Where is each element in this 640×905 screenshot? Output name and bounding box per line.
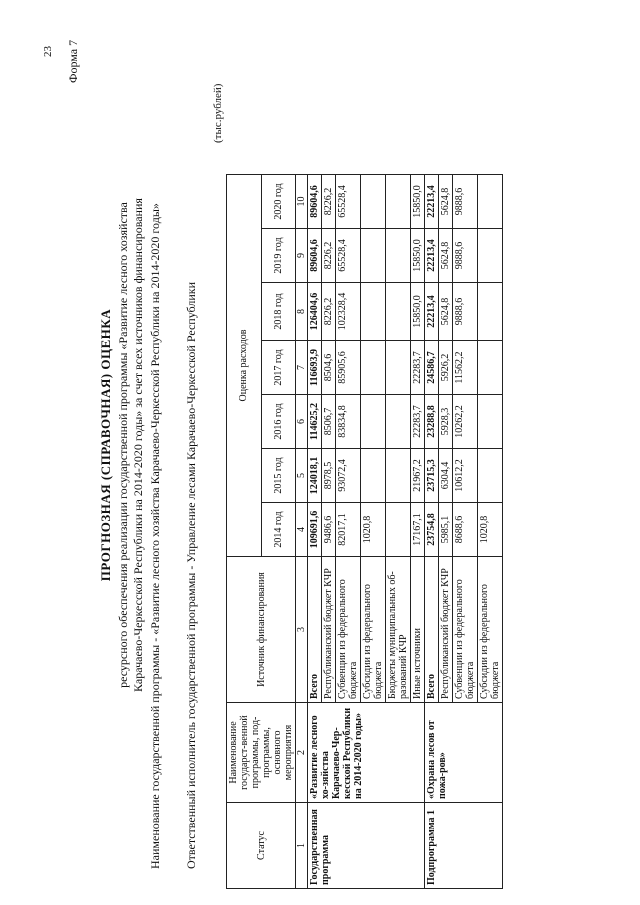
row-value: 10612,2 [453,449,478,503]
row-value [386,503,411,557]
row-value: 22213,4 [425,229,439,283]
row-source: Республиканский бюджет КЧР [439,557,453,703]
row-program-name: «Развитие лесного хо-зяйства Карачаево-Чер-кесской Республики на 2014-2020 годы» [308,703,425,803]
row-status: Государственная программа [308,803,425,889]
row-value: 15850,0 [411,283,425,341]
header-estimate: Оценка расходов [227,175,262,557]
header-source: Источник финансирования [227,557,296,703]
row-value: 22213,4 [425,175,439,229]
column-index: 5 [296,449,308,503]
row-value: 11562,2 [453,341,478,395]
row-source: Бюджеты муниципальных об-разований КЧР [386,557,411,703]
row-value [361,449,386,503]
row-value: 9888,6 [453,283,478,341]
header-year: 2014 год [261,503,296,557]
row-value [478,449,503,503]
column-index: 9 [296,229,308,283]
row-value [478,341,503,395]
row-value: 5926,2 [439,341,453,395]
executor-line: Ответственный исполнитель государственной программы - Управление лесами Карачаево-Черкесской Республики [184,281,198,869]
row-value [361,283,386,341]
row-value: 23288,8 [425,395,439,449]
row-value: 23754,8 [425,503,439,557]
row-value [478,395,503,449]
row-value [361,341,386,395]
row-source: Субсидии из федерального бюджета [361,557,386,703]
form-label: Форма 7 [66,39,80,83]
row-source: Субвенции из федерального бюджета [453,557,478,703]
row-value: 9888,6 [453,229,478,283]
row-value: 15850,0 [411,175,425,229]
row-value: 93072,4 [336,449,361,503]
header-year: 2015 год [261,449,296,503]
row-value: 15850,0 [411,229,425,283]
row-value: 21967,2 [411,449,425,503]
column-index: 8 [296,283,308,341]
row-value [386,341,411,395]
row-value: 116693,9 [308,341,322,395]
row-value: 85905,6 [336,341,361,395]
column-index: 4 [296,503,308,557]
header-year: 2016 год [261,395,296,449]
row-value: 82017,1 [336,503,361,557]
row-value: 8226,2 [322,283,336,341]
table-body [308,175,503,889]
row-value: 126404,6 [308,283,322,341]
program-name-line: Наименование государственной программы - «Развитие лесного хозяйства Карачаево-Черкесской Республики на 2014-2020 годы» [148,203,162,869]
row-value: 9888,6 [453,175,478,229]
subtitle-line-1: ресурсного обеспечения реализации государственной программы «Развитие лесного хозяйства [116,202,130,688]
row-value: 5928,3 [439,395,453,449]
row-status: Подпрограмма 1 [425,803,503,889]
row-source: Всего [425,557,439,703]
row-value [386,229,411,283]
header-year: 2019 год [261,229,296,283]
column-index: 6 [296,395,308,449]
page-number: 23 [42,46,54,57]
row-value: 22283,7 [411,341,425,395]
row-source: Республиканский бюджет КЧР [322,557,336,703]
row-value: 5624,8 [439,175,453,229]
column-index: 2 [296,703,308,803]
row-source: Иные источники [411,557,425,703]
column-index: 1 [296,803,308,889]
row-value [386,283,411,341]
row-program-name: «Охрана лесов от пожа-ров» [425,703,503,803]
document-subtitle [116,75,146,815]
row-value [361,175,386,229]
row-value: 24586,7 [425,341,439,395]
row-value: 89604,6 [308,175,322,229]
header-status: Статус [227,803,296,889]
resource-table [226,174,503,889]
table-row [425,175,439,889]
column-index: 7 [296,341,308,395]
row-value: 114625,2 [308,395,322,449]
row-value: 8688,6 [453,503,478,557]
row-value: 8504,6 [322,341,336,395]
row-value: 10262,2 [453,395,478,449]
table-row [308,175,322,889]
row-value [361,395,386,449]
header-name: Наименование государст-венной программы, под-программы, основного мероприятия [227,703,296,803]
row-value: 6304,4 [439,449,453,503]
row-value: 5624,8 [439,283,453,341]
row-source: Всего [308,557,322,703]
column-index-row [296,175,308,889]
units-label: (тыс.рублей) [212,83,224,143]
row-value: 102328,4 [336,283,361,341]
row-value [478,229,503,283]
subtitle-line-2: Карачаево-Черкесской Республики на 2014-2020 годы» за счет всех источников финансирования [131,198,145,692]
header-year: 2018 год [261,283,296,341]
row-value: 83834,8 [336,395,361,449]
row-value: 8226,2 [322,175,336,229]
row-value: 109691,6 [308,503,322,557]
row-value [478,175,503,229]
row-source: Субсидии из федерального бюджета [478,557,503,703]
row-value: 22213,4 [425,283,439,341]
row-value: 5624,8 [439,229,453,283]
row-value [386,449,411,503]
column-index: 3 [296,557,308,703]
row-value: 1020,8 [478,503,503,557]
row-source: Субвенции из федерального бюджета [336,557,361,703]
row-value [478,283,503,341]
row-value: 65528,4 [336,175,361,229]
row-value [386,175,411,229]
row-value: 8978,5 [322,449,336,503]
row-value: 8506,7 [322,395,336,449]
row-value: 124018,1 [308,449,322,503]
row-value: 65528,4 [336,229,361,283]
row-value [361,229,386,283]
row-value: 23715,3 [425,449,439,503]
column-index: 10 [296,175,308,229]
document-title: ПРОГНОЗНАЯ (СПРАВОЧНАЯ) ОЦЕНКА [98,308,113,582]
header-year: 2020 год [261,175,296,229]
row-value: 22283,7 [411,395,425,449]
row-value: 89604,6 [308,229,322,283]
header-year: 2017 год [261,341,296,395]
row-value: 5985,1 [439,503,453,557]
row-value: 17167,1 [411,503,425,557]
row-value: 9486,6 [322,503,336,557]
row-value: 8226,2 [322,229,336,283]
row-value [386,395,411,449]
row-value: 1020,8 [361,503,386,557]
